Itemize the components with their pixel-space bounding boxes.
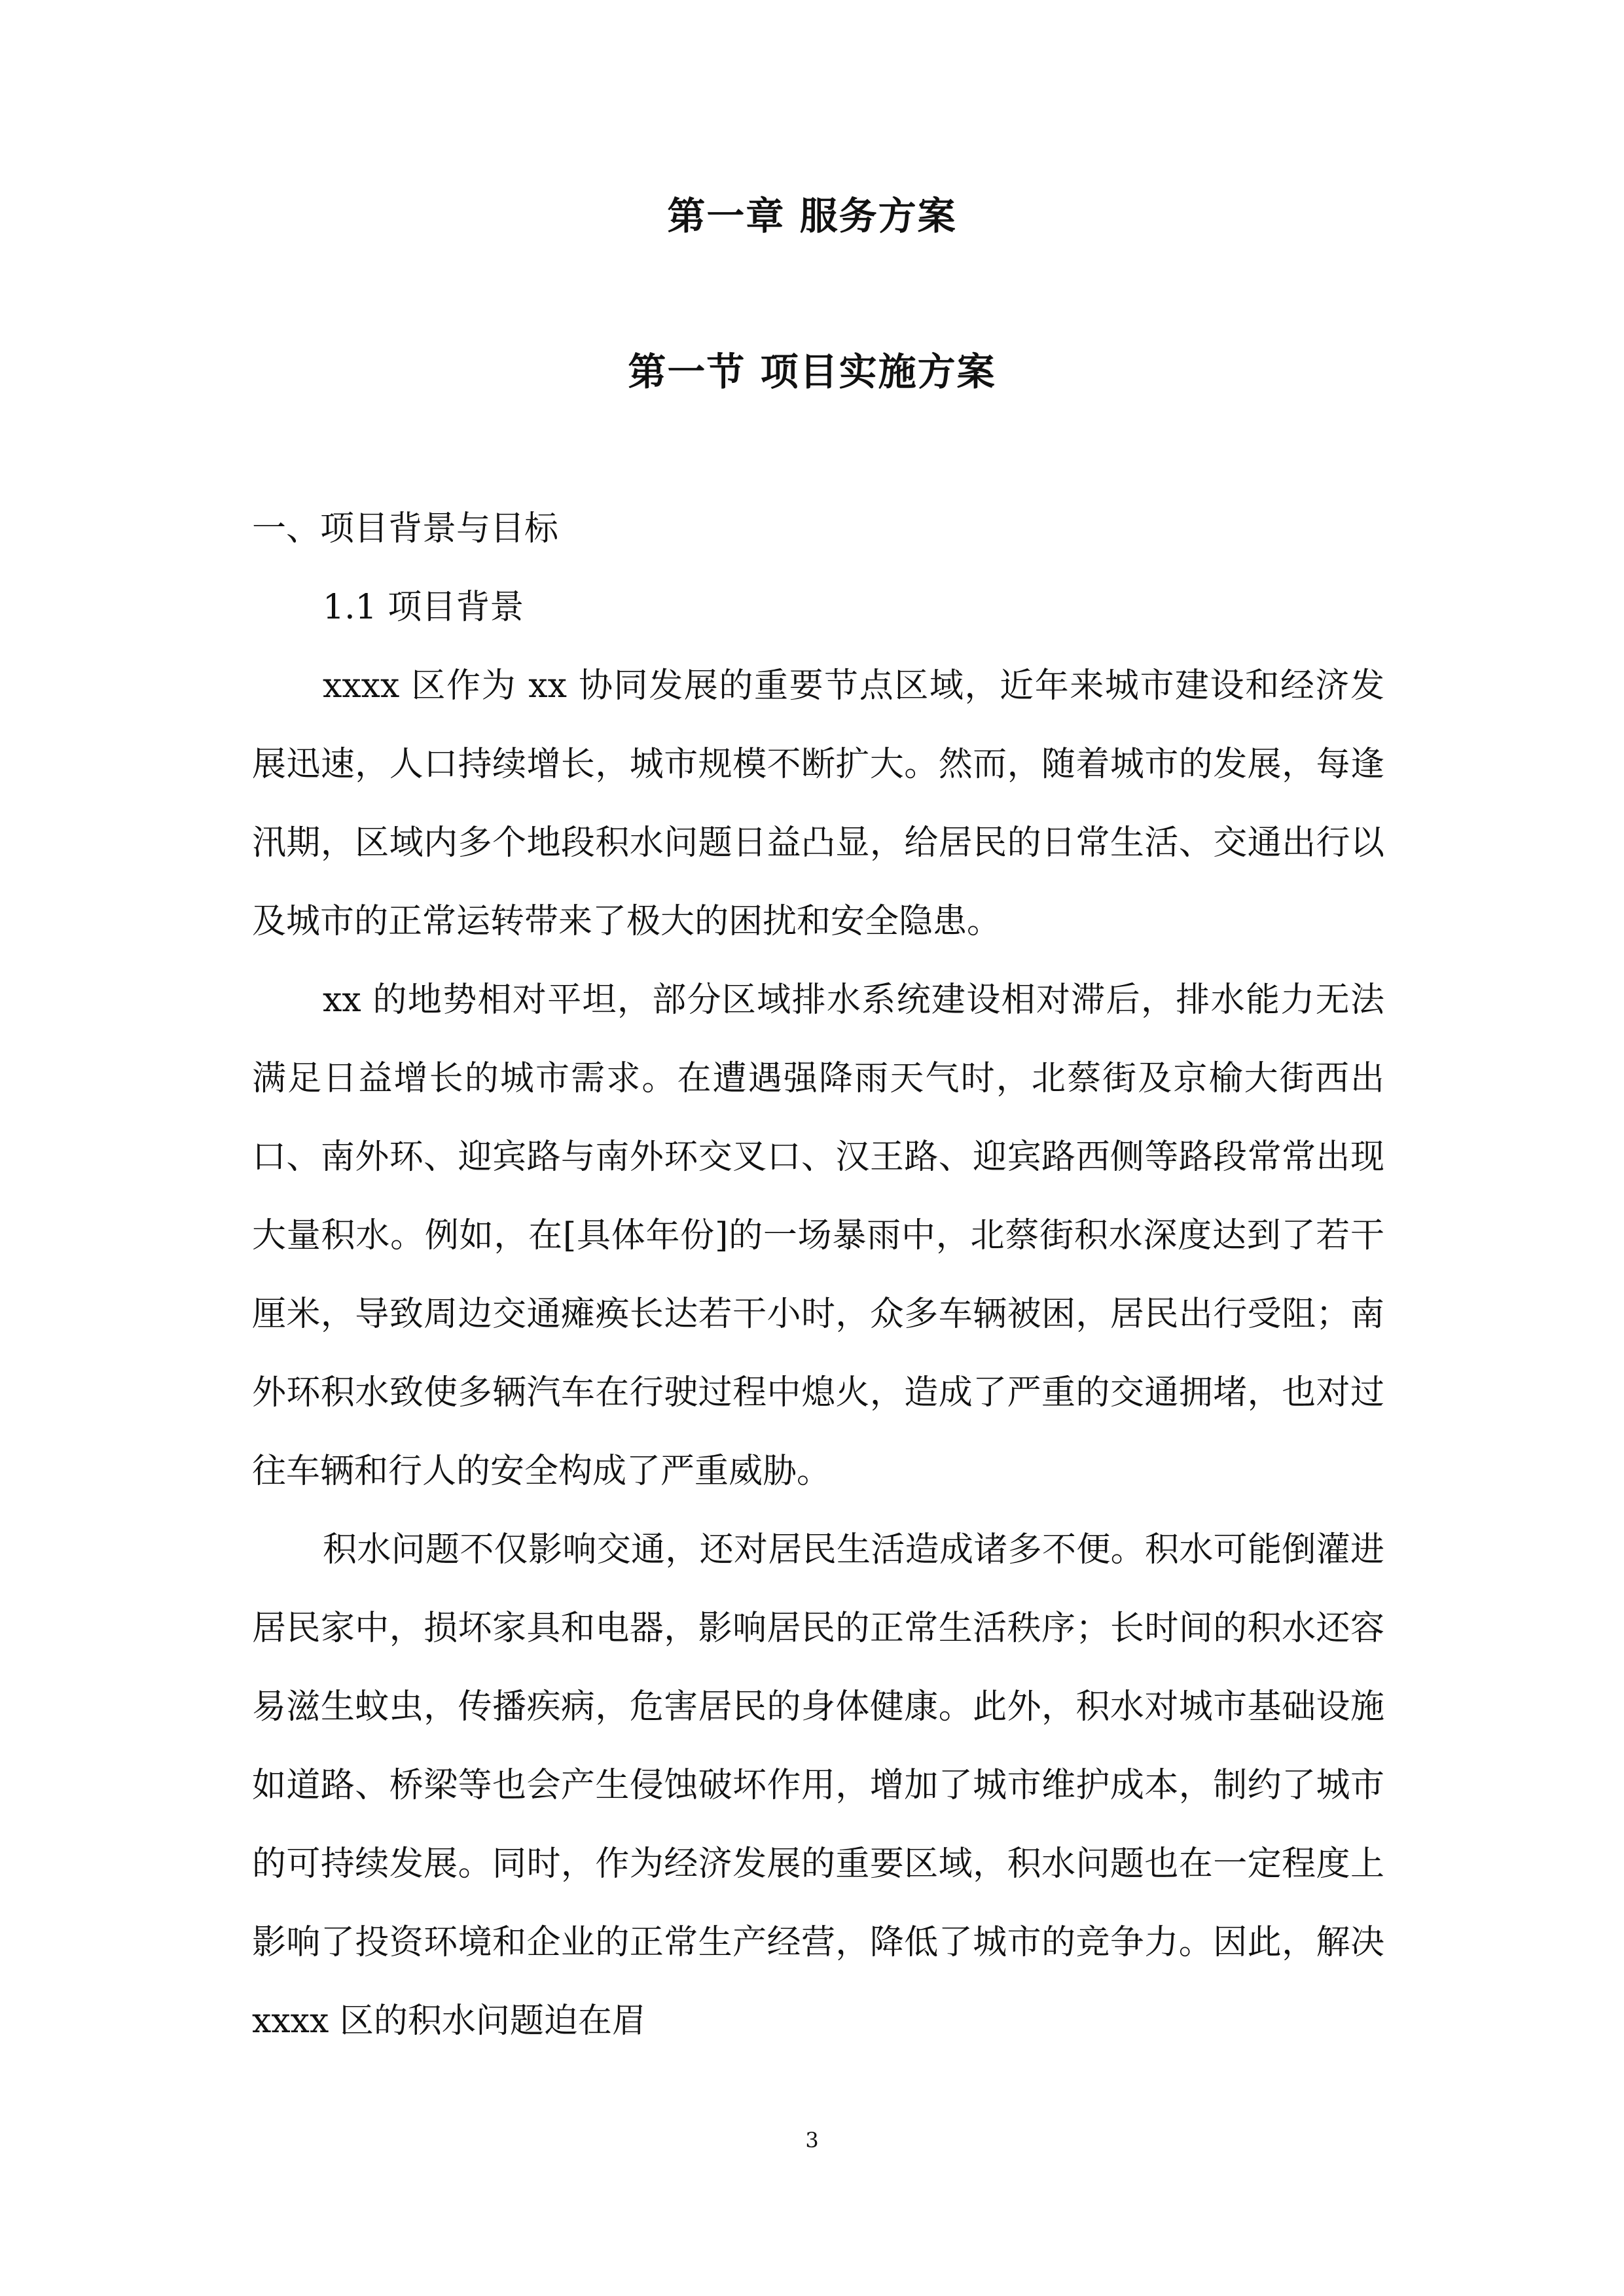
paragraph-3: 积水问题不仅影响交通，还对居民生活造成诸多不便。积水可能倒灌进居民家中，损坏家具和电器，影响居民的正常生活秩序；长时间的积水还容易滋生蚊虫，传播疾病，危害居民的身体健康。此外，积水对城市基础设施如道路、桥梁等也会产生侵蚀破坏作用，增加了城市维护成本，制约了城市的可持续发展。同时，作为经济发展的重要区域，积水问题也在一定程度上影响了投资环境和企业的正常生产经营，降低了城市的竞争力。因此，解决 xxxx 区的积水问题迫在眉 <box>252 1530 1384 2041</box>
chapter-title: 第一章 服务方案 <box>667 194 957 238</box>
paragraph-1: xxxx 区作为 xx 协同发展的重要节点区域，近年来城市建设和经济发展迅速，人口持续增长，城市规模不断扩大。然而，随着城市的发展，每逢汛期，区域内多个地段积水问题日益凸显，给居民的日常生活、交通出行以及城市的正常运转带来了极大的困扰和安全隐患。 <box>252 666 1384 941</box>
heading-project-background-goals: 一、项目背景与目标 <box>252 509 559 548</box>
paragraph-2: xx 的地势相对平坦，部分区域排水系统建设相对滞后，排水能力无法满足日益增长的城市需求。在遭遇强降雨天气时，北蔡街及京榆大街西出口、南外环、迎宾路与南外环交叉口、汉王路、迎宾路西侧等路段常常出现大量积水。例如，在[具体年份]的一场暴雨中，北蔡街积水深度达到了若干厘米，导致周边交通瘫痪长达若干小时，众多车辆被困，居民出行受阻；南外环积水致使多辆汽车在行驶过程中熄火，造成了严重的交通拥堵，也对过往车辆和行人的安全构成了严重威胁。 <box>252 980 1384 1491</box>
section-title: 第一节 项目实施方案 <box>628 350 996 394</box>
page-number: 3 <box>805 2128 819 2153</box>
document-body <box>252 490 1384 2060</box>
heading-project-background: 1.1 项目背景 <box>323 588 524 627</box>
